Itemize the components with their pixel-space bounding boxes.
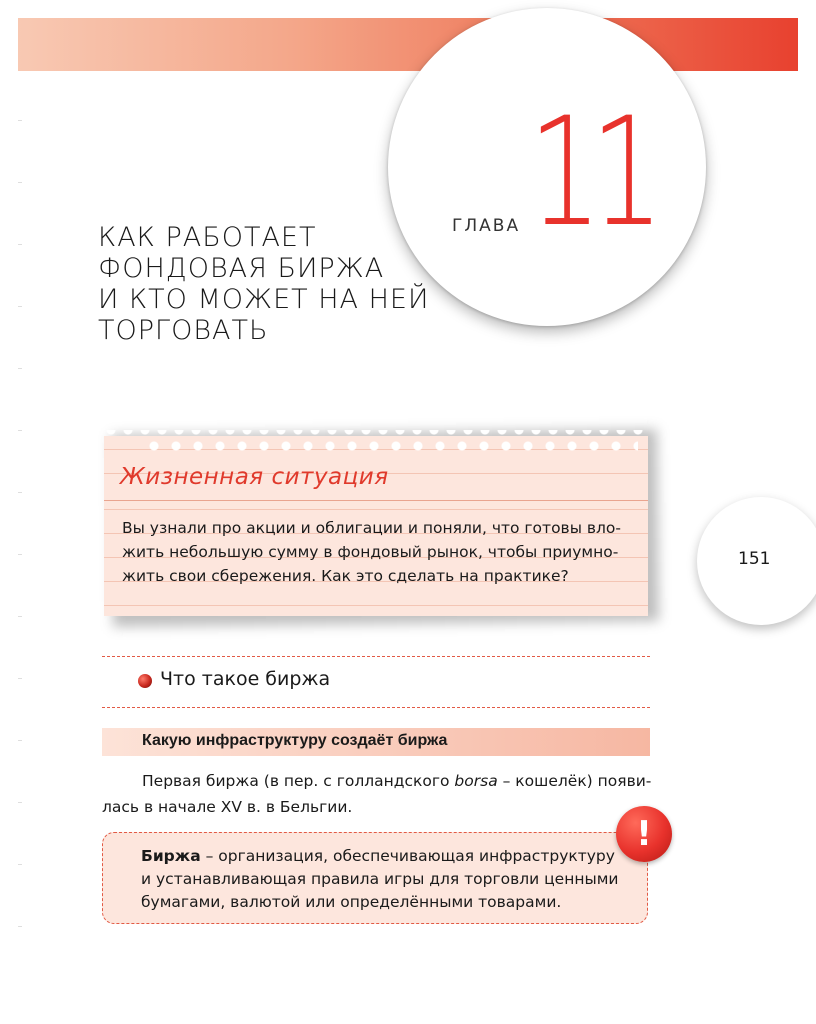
chapter-number: 11	[528, 86, 652, 260]
chapter-title-line: ФОНДОВАЯ БИРЖА	[98, 253, 385, 284]
life-situation-heading: Жизненная ситуация	[120, 464, 389, 490]
life-situation-note	[104, 436, 648, 616]
paragraph-text: Первая биржа (в пер. с голландского	[142, 772, 455, 790]
body-paragraph	[102, 768, 650, 820]
section-title: Что такое биржа	[160, 668, 331, 690]
subsection-header	[102, 728, 650, 756]
paragraph-line: лась в начале XV в. в Бельгии.	[102, 798, 353, 816]
life-situation-text	[122, 516, 642, 588]
definition-text	[141, 845, 641, 914]
page-edge-marks	[18, 120, 22, 980]
definition-line: и устанавливающая правила игры для торговли ценными	[141, 870, 619, 888]
paragraph-text: – кошелёк) появи-	[497, 772, 652, 790]
note-divider	[104, 500, 648, 501]
definition-box	[102, 832, 648, 924]
foreign-word: borsa	[454, 772, 498, 790]
chapter-title-line: И КТО МОЖЕТ НА НЕЙ	[98, 284, 430, 315]
subsection-title: Какую инфраструктуру создаёт биржа	[142, 732, 448, 749]
section-divider-top	[102, 656, 650, 657]
section-divider-bottom	[102, 707, 650, 708]
definition-line: бумагами, валютой или определёнными товарами.	[141, 893, 562, 911]
life-situation-line: Вы узнали про акции и облигации и поняли, что готовы вло-	[122, 519, 621, 537]
definition-term: Биржа	[141, 847, 201, 865]
chapter-title	[98, 222, 428, 346]
exclamation-icon: !	[616, 806, 672, 862]
definition-line	[141, 845, 641, 868]
definition-body: – организация, обеспечивающая инфраструктуру	[200, 847, 615, 865]
section-bullet-icon	[138, 674, 152, 688]
life-situation-line: жить свои сбережения. Как это сделать на практике?	[122, 567, 569, 585]
chapter-label: ГЛАВА	[452, 216, 521, 236]
chapter-header-band	[18, 18, 798, 71]
note-perforation	[148, 440, 638, 452]
life-situation-line: жить небольшую сумму в фондовый рынок, чтобы приумно-	[122, 543, 619, 561]
page-number: 151	[738, 549, 771, 569]
paragraph-line	[102, 768, 650, 794]
chapter-title-line: КАК РАБОТАЕТ	[98, 222, 317, 253]
chapter-title-line: ТОРГОВАТЬ	[98, 315, 269, 346]
